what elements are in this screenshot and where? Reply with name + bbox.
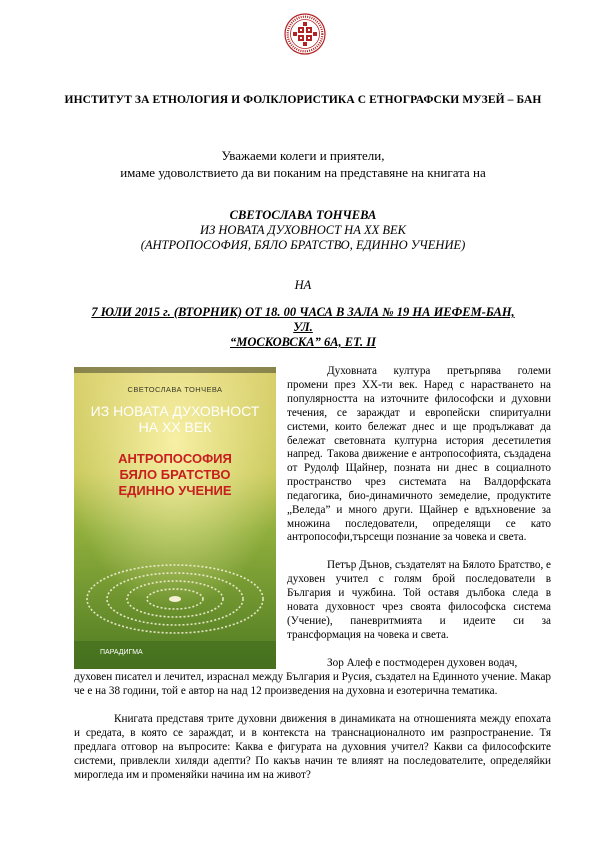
paragraph-4-start: Зор Алеф е постмодерен духовен водач, (327, 657, 518, 669)
institute-name: ИНСТИТУТ ЗА ЕТНОЛОГИЯ И ФОЛКЛОРИСТИКА С ЕТНОГРАФСКИ МУЗЕЙ – БАН (64, 94, 542, 106)
event-on-label: НА (294, 278, 312, 292)
cover-title-line-1: ИЗ НОВАТА ДУХОВНОСТ (90, 403, 260, 419)
cover-publisher: ПАРАДИГМА (100, 649, 143, 656)
greeting-line-2: имаме удоволствието да ви поканим на представяне на книгата на (120, 165, 486, 180)
cover-title (74, 403, 276, 435)
book-title: ИЗ НОВАТА ДУХОВНОСТ НА XX ВЕК (200, 223, 406, 237)
event-line-2: “МОСКОВСКА” 6А, ЕТ. II (230, 335, 376, 349)
paragraph-1: Духовната култура претърпява големи промени през ХХ-ти век. Наред с нарастването на популярността на източните философски и духовни течения, се зараждат и европейски спиритуални системи, които бележат днес и ще продължават да бележат световната културна история десетилетия напред. (287, 365, 551, 461)
paragraph-2: Такова движение е антропософията, създадена от Рудолф Щайнер, позната ни днес в социалното пространство чрез системата на Валдорфската педагогика, био-динамичното земеделие, продуктите „Веледа” и много други. Щайнер е вдъхновение за множина последователи, определящи се като антропософи,търсещи познание за човека и света. (287, 448, 551, 544)
institute-logo (283, 12, 327, 56)
cover-sub-line-3: ЕДИННО УЧЕНИЕ (118, 483, 232, 498)
book-author: СВЕТОСЛАВА ТОНЧЕВА (229, 208, 377, 222)
event-line-1: 7 ЮЛИ 2015 г. (ВТОРНИК) ОТ 18. 00 ЧАСА В ЗАЛА № 19 НА ИЕФЕМ-БАН, УЛ. (91, 305, 515, 334)
cover-sub-line-1: АНТРОПОСОФИЯ (118, 451, 232, 466)
paragraph-4-cont: духовен писател и лечител, израснал между България и Русия, създател на Единното учение. Макар че е на 38 години, той е автор на над 12 произведения на духовна и езотерична тематика. (74, 671, 551, 697)
cover-author: СВЕТОСЛАВА ТОНЧЕВА (127, 385, 223, 394)
book-subtitle: (АНТРОПОСОФИЯ, БЯЛО БРАТСТВО, ЕДИННО УЧЕНИЕ) (140, 238, 466, 252)
cover-title-line-2: НА XX ВЕК (138, 419, 212, 435)
greeting-line-1: Уважаеми колеги и приятели, (221, 148, 385, 163)
event-details (80, 305, 526, 350)
paragraph-5: Книгата представя трите духовни движения в динамиката на отношенията между епохата и средата, в която се зараждат, и в контекста на транснационалното им разпространение. Тя предлага отговор на въпросите: Каква е фигурата на духовния учител? Какви са философските системи, привлекли хиляди адепти? По какъв начин те влияят на последователите, определяйки мирогледа им и променяйки начина им на живот? (74, 713, 551, 781)
cover-sub-line-2: БЯЛО БРАТСТВО (119, 467, 231, 482)
book-cover-image (74, 367, 276, 669)
cover-subtitle (74, 451, 276, 499)
paragraph-3: Петър Дънов, създателят на Бялото Братство, е духовен учител с голям брой последователи в България и чужбина. Той оставя дълбока следа в новата духовност чрез своята философска система (Учение), паневритмията и идеите си за трансформация на човека и света. (287, 559, 552, 641)
